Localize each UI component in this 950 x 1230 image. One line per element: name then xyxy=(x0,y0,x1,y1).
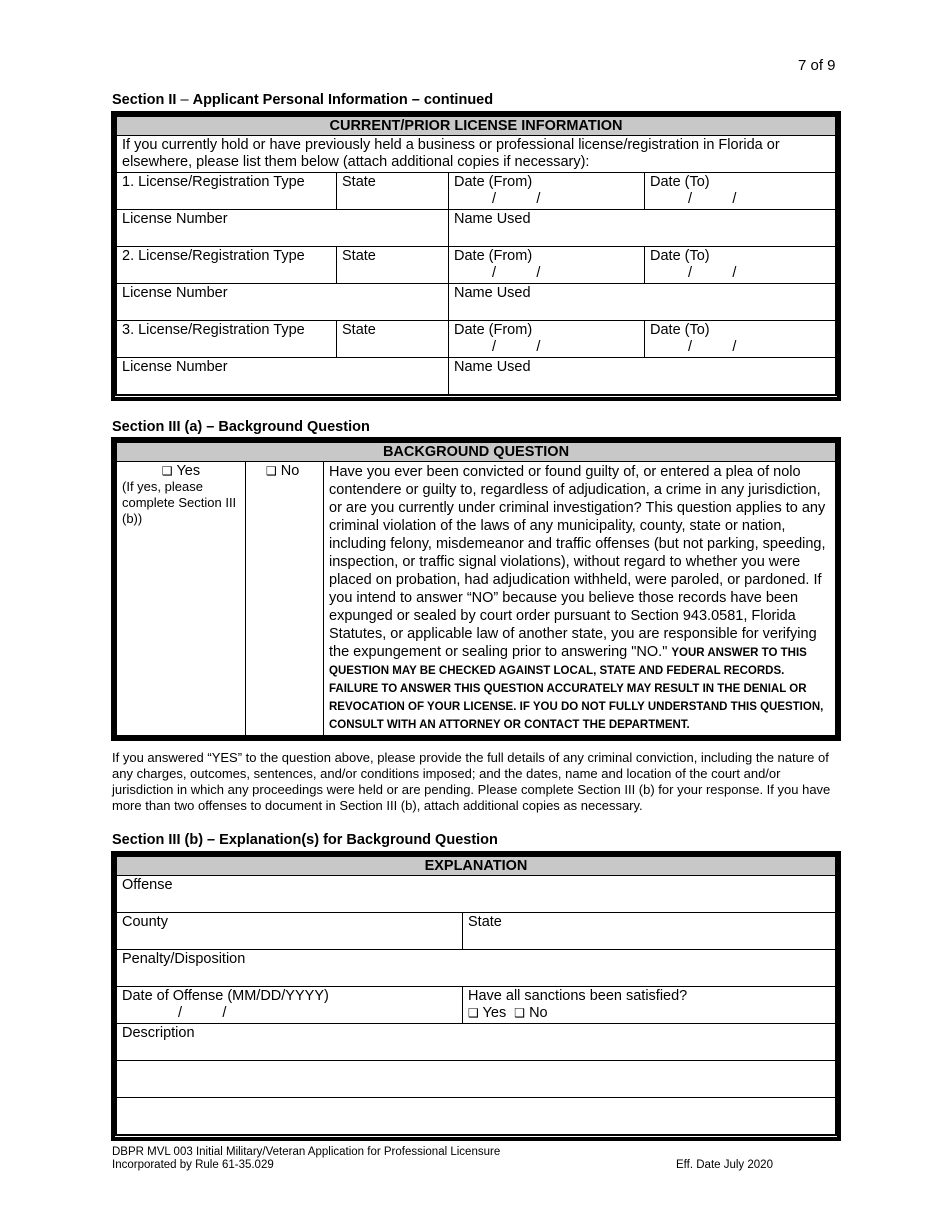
penalty-label: Penalty/Disposition xyxy=(122,951,246,967)
date-from-slashes-2: / / xyxy=(492,265,541,281)
no-option[interactable] xyxy=(246,462,324,736)
yes-checkbox-icon[interactable]: ❑ xyxy=(161,464,173,478)
name-used-field-1[interactable] xyxy=(449,210,836,247)
footer-eff-date: Eff. Date July 2020 xyxy=(676,1159,773,1171)
date-from-label-2: Date (From) xyxy=(454,248,533,264)
question-text: Have you ever been convicted or found guilty of, or entered a plea of nolo contendere or guilty to, regardless of adjudication, a crime in any jurisdiction, or are you currently under criminal investigation? This question applies to any criminal violation of the laws of any municipality, county, state or nation, including felony, misdemeanor and traffic offenses (but not parking, speeding, inspection, or traffic signal violations), without regard to whether you were placed on probation, had adjudication withheld, were paroled, or pardoned. If you intend to answer “NO” because you believe those records have been expunged or sealed by court order pursuant to Section 943.0581, Florida Statutes, or applicable law of another state, you are responsible for verifying the expungement or sealing prior to answering "NO." xyxy=(329,464,826,660)
license-type-label-3: 3. License/Registration Type xyxy=(122,322,305,338)
date-of-offense-label: Date of Offense (MM/DD/YYYY) xyxy=(122,988,329,1004)
background-question-box xyxy=(111,437,841,741)
date-to-slashes-3: / / xyxy=(688,339,737,355)
description-line-2[interactable] xyxy=(117,1061,836,1098)
state-field-1[interactable] xyxy=(337,173,449,210)
date-to-slashes-1: / / xyxy=(688,191,737,207)
question-warning: YOUR ANSWER TO THIS QUESTION MAY BE CHECKED AGAINST LOCAL, STATE AND FEDERAL RECORDS. FAILURE TO ANSWER THIS QUESTION ACCURATELY MAY RESULT IN THE DENIAL OR REVOCATION OF YOUR LICENSE. IF YOU DO NOT FULLY UNDERSTAND THIS QUESTION, CONSULT WITH AN ATTORNEY OR CONTACT THE DEPARTMENT. xyxy=(329,647,824,731)
footer-line-2: Incorporated by Rule 61-35.029 xyxy=(112,1159,274,1171)
offense-label: Offense xyxy=(122,877,173,893)
footer-line-1: DBPR MVL 003 Initial Military/Veteran Application for Professional Licensure xyxy=(112,1146,501,1158)
page-number: 7 of 9 xyxy=(798,57,836,74)
sanctions-yes-checkbox-icon[interactable]: ❑ xyxy=(468,1006,479,1020)
no-label: No xyxy=(280,463,300,479)
penalty-field[interactable] xyxy=(117,950,836,987)
date-to-field-1[interactable] xyxy=(645,173,836,210)
explanation-table xyxy=(116,856,836,1135)
date-to-field-2[interactable] xyxy=(645,247,836,284)
yes-label: Yes xyxy=(176,463,201,479)
name-used-label-3: Name Used xyxy=(454,359,531,375)
state-label-2: State xyxy=(342,248,376,264)
license-number-field-3[interactable] xyxy=(117,358,449,395)
section-3b-title: Section III (b) – Explanation(s) for Background Question xyxy=(112,832,498,848)
license-type-label-1: 1. License/Registration Type xyxy=(122,174,305,190)
yes-option[interactable] xyxy=(117,462,246,736)
sanctions-no-label: No xyxy=(529,1005,548,1021)
state-label-1: State xyxy=(342,174,376,190)
date-from-slashes-3: / / xyxy=(492,339,541,355)
date-to-field-3[interactable] xyxy=(645,321,836,358)
name-used-label-2: Name Used xyxy=(454,285,531,301)
explanation-state-field[interactable] xyxy=(463,913,836,950)
section-2-title xyxy=(112,92,493,108)
license-info-intro: If you currently hold or have previously held a business or professional license/registration in Florida or elsewhere, please list them below (attach additional copies if necessary): xyxy=(117,136,836,173)
date-from-field-2[interactable] xyxy=(449,247,645,284)
license-type-label-2: 2. License/Registration Type xyxy=(122,248,305,264)
state-field-3[interactable] xyxy=(337,321,449,358)
date-from-label-3: Date (From) xyxy=(454,322,533,338)
sanctions-label: Have all sanctions been satisfied? xyxy=(468,988,688,1004)
explanation-state-label: State xyxy=(468,914,502,930)
state-label-3: State xyxy=(342,322,376,338)
license-number-field-1[interactable] xyxy=(117,210,449,247)
license-info-header: CURRENT/PRIOR LICENSE INFORMATION xyxy=(117,117,836,136)
explanation-box xyxy=(111,851,841,1141)
date-to-label-1: Date (To) xyxy=(650,174,710,190)
license-number-field-2[interactable] xyxy=(117,284,449,321)
date-to-label-3: Date (To) xyxy=(650,322,710,338)
offense-field[interactable] xyxy=(117,876,836,913)
date-from-field-3[interactable] xyxy=(449,321,645,358)
license-number-label-3: License Number xyxy=(122,359,228,375)
section-2-title-rest: Applicant Personal Information – continued xyxy=(192,92,494,108)
explanation-header: EXPLANATION xyxy=(117,857,836,876)
background-question-header: BACKGROUND QUESTION xyxy=(117,443,836,462)
license-type-field-1[interactable] xyxy=(117,173,337,210)
license-info-box xyxy=(111,111,841,401)
name-used-field-3[interactable] xyxy=(449,358,836,395)
state-field-2[interactable] xyxy=(337,247,449,284)
date-from-field-1[interactable] xyxy=(449,173,645,210)
date-to-slashes-2: / / xyxy=(688,265,737,281)
footer-form-info xyxy=(112,1146,500,1172)
section-2-title-bold: Section II xyxy=(112,92,177,108)
date-of-offense-field[interactable] xyxy=(117,987,463,1024)
date-from-slashes-1: / / xyxy=(492,191,541,207)
name-used-field-2[interactable] xyxy=(449,284,836,321)
description-line-3[interactable] xyxy=(117,1098,836,1135)
description-field[interactable] xyxy=(117,1024,836,1061)
license-type-field-3[interactable] xyxy=(117,321,337,358)
date-to-label-2: Date (To) xyxy=(650,248,710,264)
no-checkbox-icon[interactable]: ❑ xyxy=(266,464,277,478)
date-from-label-1: Date (From) xyxy=(454,174,533,190)
section-3a-title: Section III (a) – Background Question xyxy=(112,419,370,435)
sanctions-field xyxy=(463,987,836,1024)
license-info-table xyxy=(116,116,836,395)
name-used-label-1: Name Used xyxy=(454,211,531,227)
sanctions-no-checkbox-icon[interactable]: ❑ xyxy=(514,1006,526,1020)
license-number-label-2: License Number xyxy=(122,285,228,301)
county-field[interactable] xyxy=(117,913,463,950)
section-2-title-dash: – xyxy=(176,92,193,108)
instructions-paragraph: If you answered “YES” to the question above, please provide the full details of any criminal conviction, including the nature of any charges, outcomes, sentences, and/or conditions imposed; and the dates, name and location of the court and/or jurisdiction in which any proceedings were held or are pending. Please complete Section III (b) for your response. If you have more than two offenses to document in Section III (b), attach additional copies as necessary. xyxy=(112,750,831,813)
sanctions-yes-label: Yes xyxy=(482,1005,507,1021)
date-of-offense-slashes: / / xyxy=(178,1005,227,1021)
yes-note: (If yes, please complete Section III (b)) xyxy=(122,479,237,526)
background-question-table xyxy=(116,442,836,736)
background-question-text xyxy=(324,462,836,736)
license-number-label-1: License Number xyxy=(122,211,228,227)
license-type-field-2[interactable] xyxy=(117,247,337,284)
county-label: County xyxy=(122,914,168,930)
description-label: Description xyxy=(122,1025,195,1041)
